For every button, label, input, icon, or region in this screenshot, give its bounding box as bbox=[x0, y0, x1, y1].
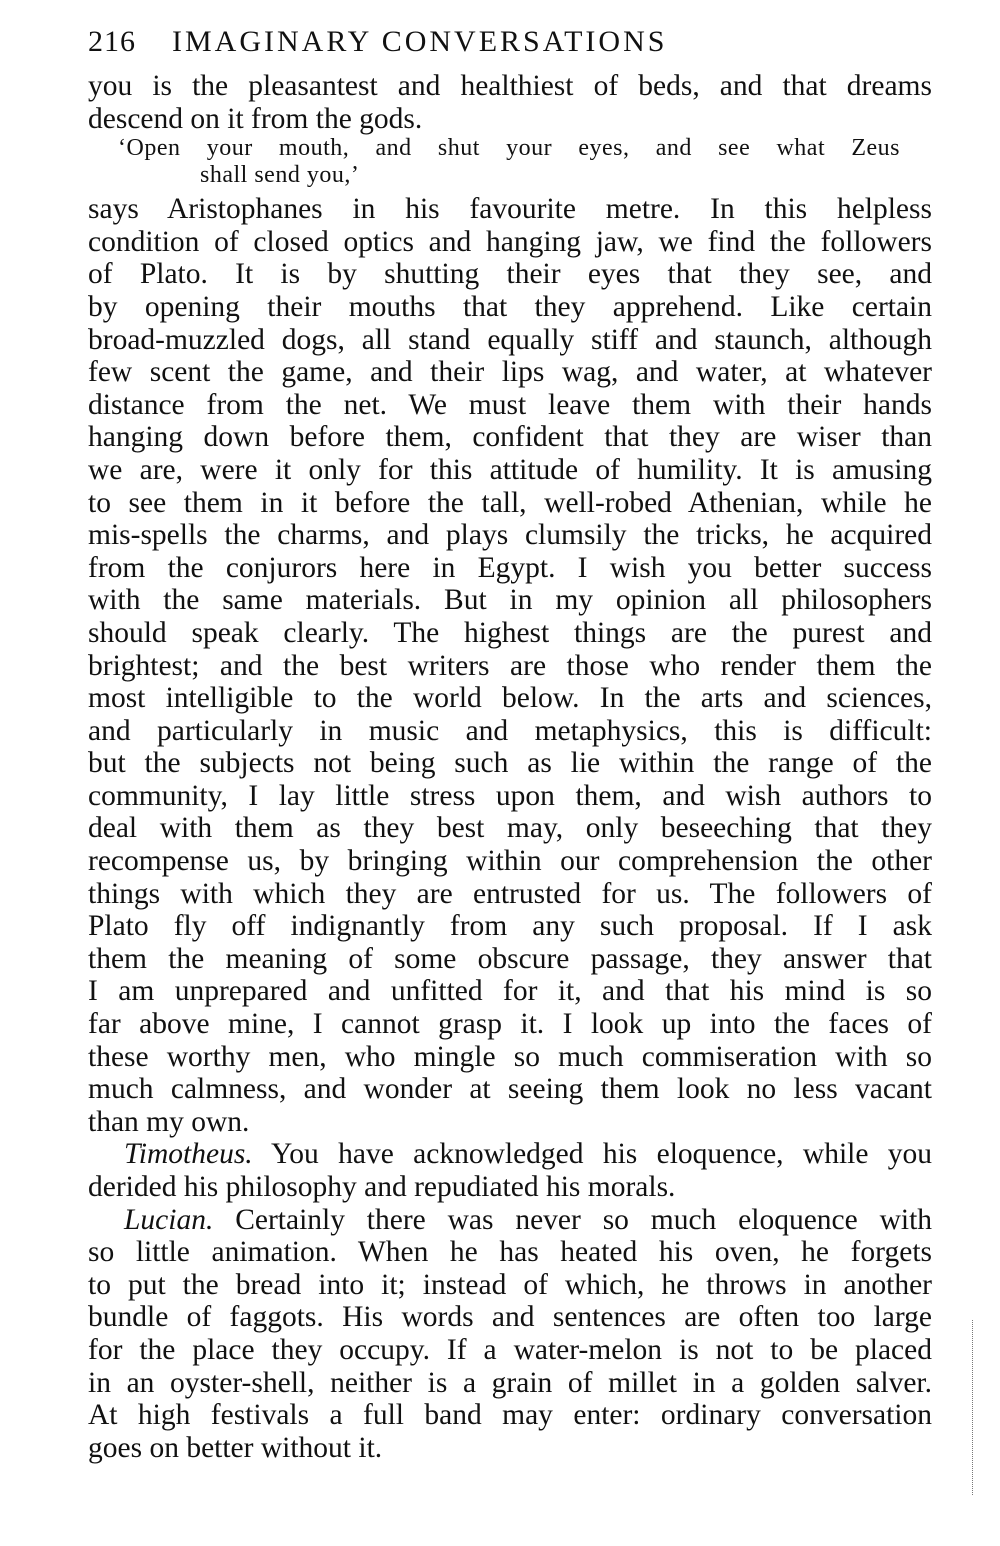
book-title: IMAGINARY CONVERSATIONS bbox=[172, 25, 668, 58]
text-line: you is the pleasantest and healthiest of beds, and that dreams bbox=[88, 70, 932, 102]
text-line bbox=[88, 1138, 932, 1171]
text-line: few scent the game, and their lips wag, and water, at whatever bbox=[88, 356, 932, 389]
speech-text: Certainly there was never so much eloquence with bbox=[235, 1203, 933, 1236]
text-line: far above mine, I cannot grasp it. I look up into the faces of bbox=[88, 1008, 932, 1041]
text-line: bundle of faggots. His words and sentences are often too large bbox=[88, 1301, 932, 1334]
text-line: descend on it from the gods. bbox=[88, 102, 423, 135]
text-line: community, I lay little stress upon them, and wish authors to bbox=[88, 779, 932, 812]
text-line: so little animation. When he has heated his oven, he forgets bbox=[88, 1236, 932, 1269]
text-line: distance from the net. We must leave them with their hands bbox=[88, 388, 932, 421]
text-line: much calmness, and wonder at seeing them look no less vacant bbox=[88, 1073, 932, 1106]
text-line: them the meaning of some obscure passage, they answer that bbox=[88, 942, 932, 975]
text-line: At high festivals a full band may enter: ordinary conversation bbox=[88, 1399, 932, 1432]
text-line: we are, were it only for this attitude of humility. It is amusing bbox=[88, 453, 932, 486]
text-line: Plato fly off indignantly from any such proposal. If I ask bbox=[88, 910, 932, 943]
text-line: these worthy men, who mingle so much commiseration with so bbox=[88, 1040, 932, 1073]
text-line: to put the bread into it; instead of which, he throws in another bbox=[88, 1268, 932, 1301]
running-head bbox=[88, 22, 932, 70]
text-line: brightest; and the best writers are those who render them the bbox=[88, 649, 932, 682]
text-line: but the subjects not being such as lie within the range of the bbox=[88, 747, 932, 780]
verse-quote bbox=[88, 135, 932, 189]
text-line: should speak clearly. The highest things are the purest and bbox=[88, 616, 932, 649]
text-line: and particularly in music and metaphysics, this is difficult: bbox=[88, 714, 932, 747]
paragraph-2 bbox=[88, 193, 932, 1138]
quote-line: shall send you,’ bbox=[200, 162, 360, 189]
text-line: from the conjurors here in Egypt. I wish you better success bbox=[88, 551, 932, 584]
text-line: to see them in it before the tall, well-robed Athenian, while he bbox=[88, 486, 932, 519]
text-line: for the place they occupy. If a water-melon is not to be placed bbox=[88, 1333, 932, 1366]
text-line: deal with them as they best may, only beseeching that they bbox=[88, 812, 932, 845]
text-line: broad-muzzled dogs, all stand equally stiff and staunch, although bbox=[88, 323, 932, 356]
speaker-name: Timotheus. bbox=[124, 1138, 253, 1171]
lucian-speech bbox=[88, 1204, 932, 1465]
text-line bbox=[88, 1204, 932, 1237]
text-line: condition of closed optics and hanging jaw, we find the followers bbox=[88, 225, 932, 258]
text-line: says Aristophanes in his favourite metre. In this helpless bbox=[88, 193, 932, 226]
text-line: with the same materials. But in my opinion all philosophers bbox=[88, 584, 932, 617]
timotheus-speech bbox=[88, 1138, 932, 1203]
text-line: I am unprepared and unfitted for it, and that his mind is so bbox=[88, 975, 932, 1008]
speech-text: You have acknowledged his eloquence, while you bbox=[270, 1138, 933, 1171]
text-line: in an oyster-shell, neither is a grain of millet in a golden salver. bbox=[88, 1366, 932, 1399]
text-line: than my own. bbox=[88, 1105, 250, 1138]
text-line: by opening their mouths that they apprehend. Like certain bbox=[88, 290, 932, 323]
text-line: hanging down before them, confident that they are wiser than bbox=[88, 421, 932, 454]
paragraph-1 bbox=[88, 70, 932, 135]
text-line: most intelligible to the world below. In the arts and sciences, bbox=[88, 682, 932, 715]
text-line: of Plato. It is by shutting their eyes that they see, and bbox=[88, 258, 932, 291]
book-page bbox=[88, 22, 932, 1464]
text-line: mis-spells the charms, and plays clumsily the tricks, he acquired bbox=[88, 519, 932, 552]
text-line: things with which they are entrusted for us. The followers of bbox=[88, 877, 932, 910]
text-line: derided his philosophy and repudiated his morals. bbox=[88, 1171, 676, 1203]
speaker-name: Lucian. bbox=[124, 1203, 214, 1236]
quote-line: ‘Open your mouth, and shut your eyes, and see what Zeus bbox=[118, 135, 900, 162]
text-line: goes on better without it. bbox=[88, 1431, 383, 1464]
scan-margin-mark bbox=[972, 1320, 974, 1495]
text-line: recompense us, by bringing within our comprehension the other bbox=[88, 845, 932, 878]
page-number: 216 bbox=[88, 25, 136, 58]
